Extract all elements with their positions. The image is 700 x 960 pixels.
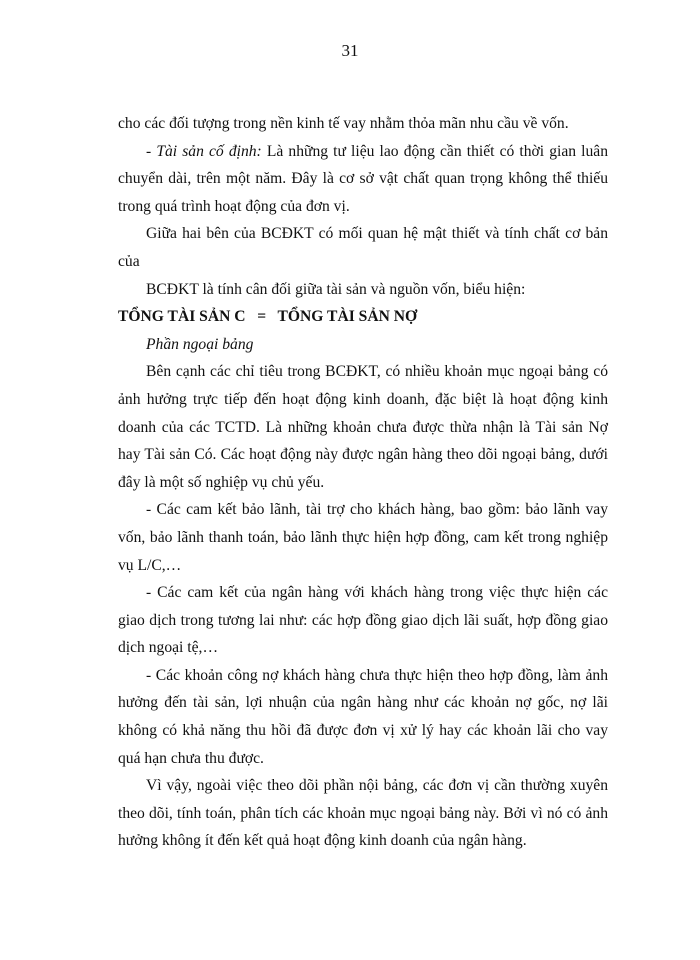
paragraph-conclusion: Vì vậy, ngoài việc theo dõi phần nội bảng, các đơn vị cần thường xuyên theo dõi, tính toán, phân tích các khoản mục ngoại bảng này. Bởi vì nó có ảnh hưởng không ít đến kết quả hoạt động kinh doanh của ngân hàng.: [118, 777, 608, 850]
paragraph-balance: BCĐKT là tính cân đối giữa tài sản và nguồn vốn, biểu hiện:: [146, 280, 526, 298]
paragraph-fixed-assets: [118, 138, 608, 221]
section-heading-off-balance: Phần ngoại bảng: [146, 335, 254, 353]
term-fixed-assets: Tài sản cố định:: [156, 142, 262, 160]
paragraph-relationship: Giữa hai bên của BCĐKT có mối quan hệ mật thiết và tính chất cơ bản của: [118, 225, 608, 270]
fixed-assets-definition: Là những tư liệu lao động cần thiết có thời gian luân chuyển dài, trên một năm. Đây là cơ sở vật chất quan trọng không thể thiếu trong quá trình hoạt động của đơn vị.: [118, 142, 609, 215]
list-item-guarantees: - Các cam kết bảo lãnh, tài trợ cho khách hàng, bao gồm: bảo lãnh vay vốn, bảo lãnh thanh toán, bảo lãnh thực hiện hợp đồng, cam kết trong nghiệp vụ L/C,…: [118, 501, 608, 574]
paragraph-off-balance-intro: Bên cạnh các chỉ tiêu trong BCĐKT, có nhiều khoản mục ngoại bảng có ảnh hưởng trực tiếp đến hoạt động kinh doanh, đặc biệt là hoạt động kinh doanh của các TCTD. Là những khoản chưa được thừa nhận là Tài sản Nợ hay Tài sản Có. Các hoạt động này được ngân hàng theo dõi ngoại bảng, dưới đây là một số nghiệp vụ chủ yếu.: [118, 363, 608, 491]
list-item-receivables: - Các khoản công nợ khách hàng chưa thực hiện theo hợp đồng, làm ảnh hưởng đến tài sản, lợi nhuận của ngân hàng như các khoản nợ gốc, nợ lãi không có khả năng thu hồi đã được đơn vị xử lý hay các khoản lãi cho vay quá hạn chưa thu được.: [118, 666, 608, 767]
page-number: 31: [341, 41, 359, 60]
paragraph-continuation: cho các đối tượng trong nền kinh tế vay nhằm thỏa mãn nhu cầu về vốn.: [118, 115, 569, 132]
balance-formula: TỔNG TÀI SẢN C = TỔNG TÀI SẢN NỢ: [118, 308, 418, 326]
list-item-future-commitments: - Các cam kết của ngân hàng với khách hàng trong việc thực hiện các giao dịch trong tương lai như: các hợp đồng giao dịch lãi suất, hợp đồng giao dịch ngoại tệ,…: [118, 584, 608, 657]
bullet-dash: -: [146, 142, 157, 160]
document-body: [118, 110, 608, 855]
